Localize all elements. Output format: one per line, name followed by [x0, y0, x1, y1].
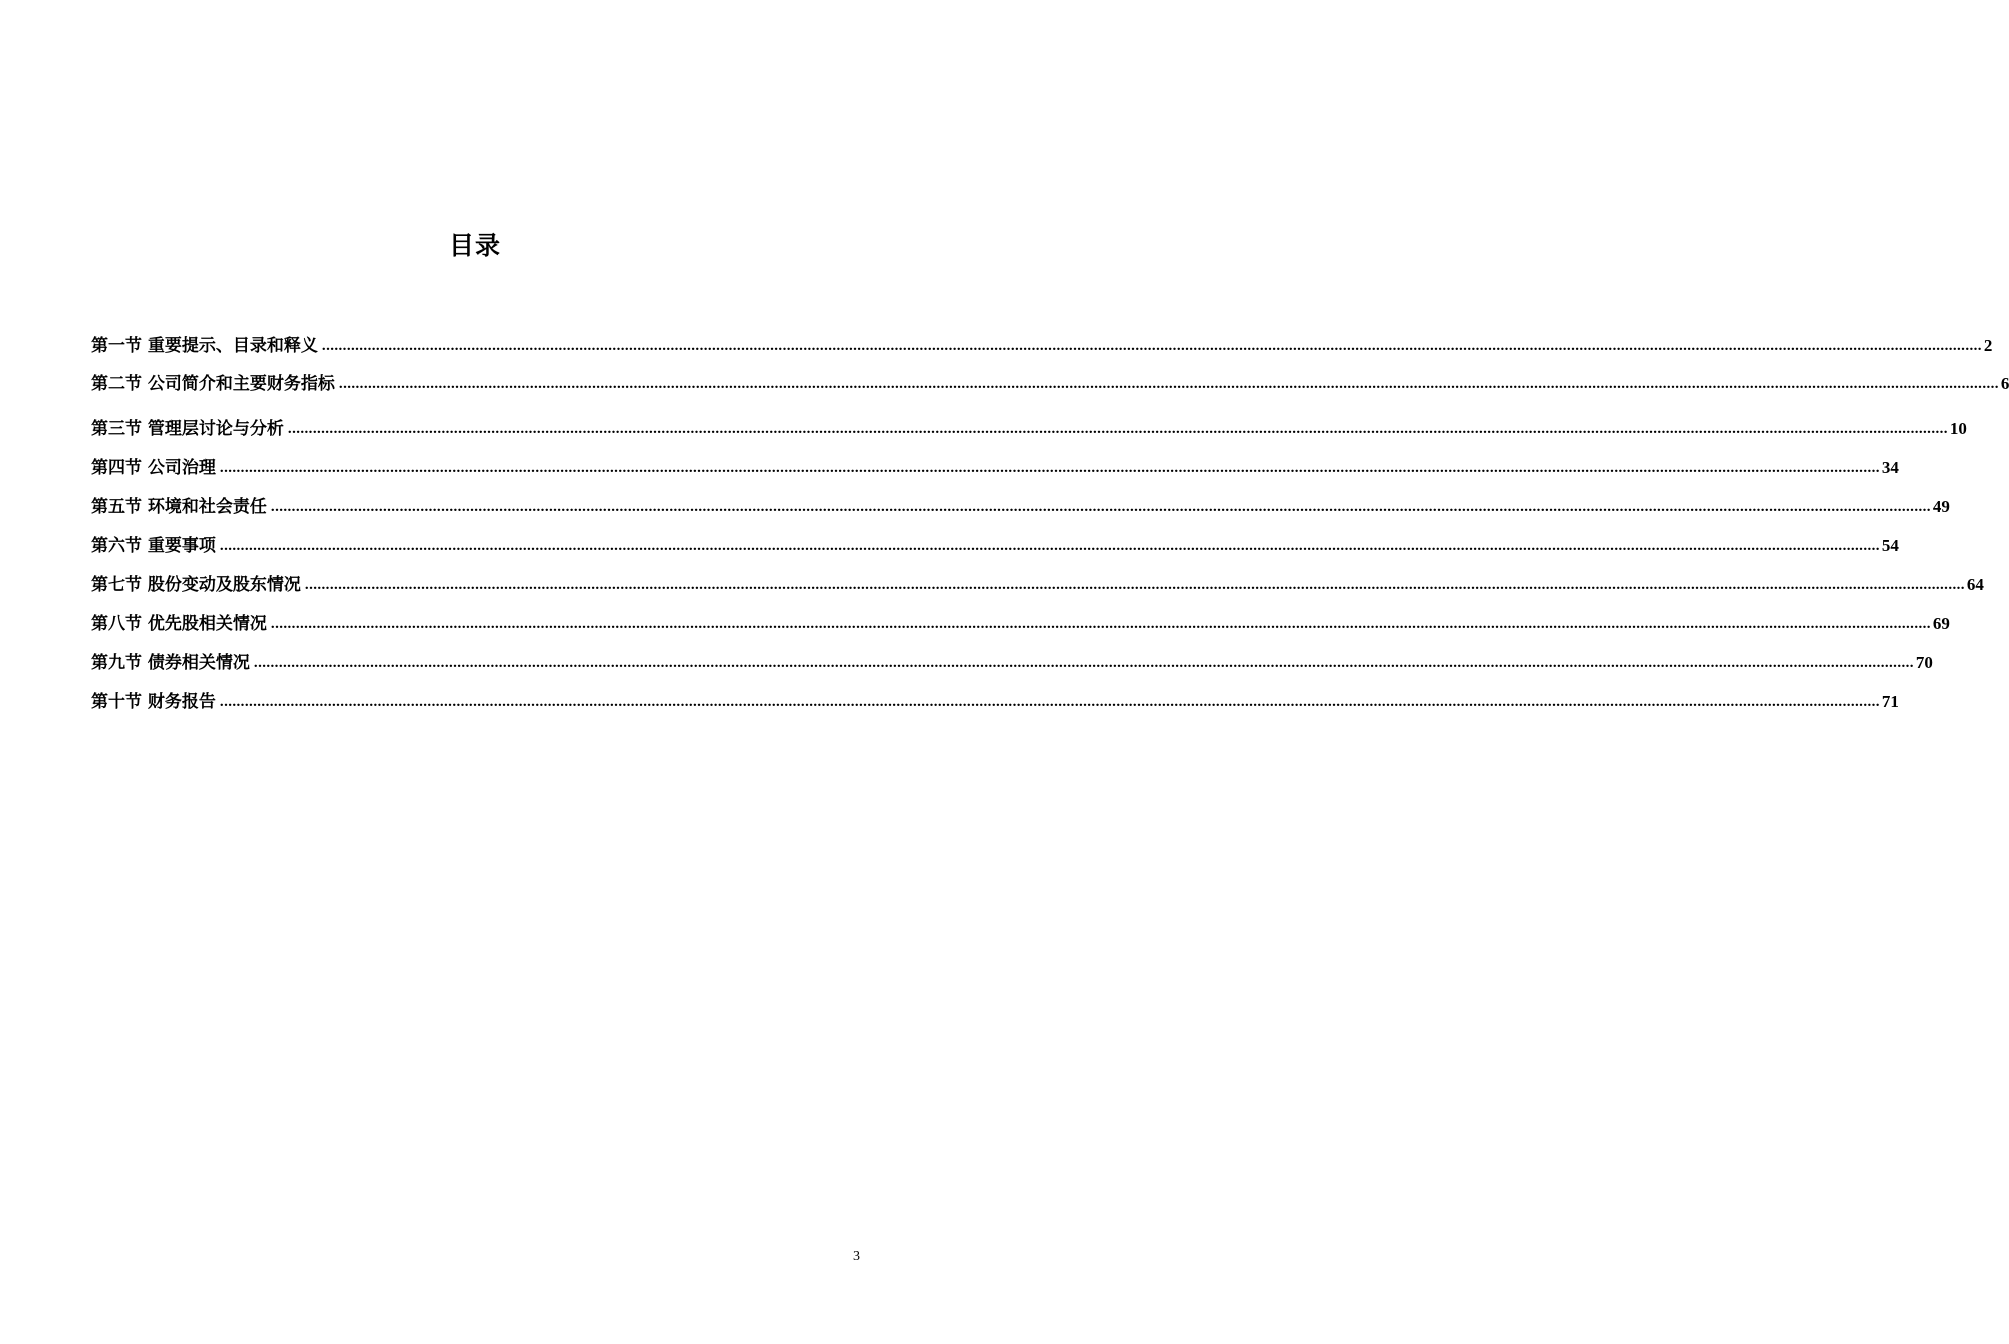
- toc-leader-dots: ................................................................................................................................................................................................................................................................................................................................................................................................................: [219, 538, 1880, 554]
- toc-entry-section-6[interactable]: [91, 533, 1899, 559]
- toc-entry-label: 第十节 财务报告: [91, 692, 216, 712]
- toc-entry-page: 34: [1881, 458, 1899, 477]
- toc-entry-label: 第五节 环境和社会责任: [91, 497, 267, 517]
- toc-entry-page: 64: [1966, 575, 1984, 594]
- toc-entry-section-3[interactable]: [91, 416, 1967, 442]
- toc-leader-dots: ................................................................................................................................................................................................................................................................................................................................................................................................................: [321, 338, 1982, 354]
- toc-entry-page: 10: [1949, 419, 1967, 438]
- toc-leader-dots: ................................................................................................................................................................................................................................................................................................................................................................................................................: [270, 499, 1931, 515]
- page-title: 目录: [448, 231, 501, 260]
- toc-leader-dots: ................................................................................................................................................................................................................................................................................................................................................................................................................: [304, 577, 1965, 593]
- toc-entry-page: 49: [1932, 497, 1950, 516]
- toc-entry-label: 第八节 优先股相关情况: [91, 614, 267, 634]
- toc-entry-page: 6: [2000, 374, 2009, 393]
- toc-leader-dots: ................................................................................................................................................................................................................................................................................................................................................................................................................: [253, 655, 1914, 671]
- toc-leader-dots: ................................................................................................................................................................................................................................................................................................................................................................................................................: [338, 376, 1999, 392]
- toc-leader-dots: ................................................................................................................................................................................................................................................................................................................................................................................................................: [219, 694, 1880, 710]
- toc-entry-section-10[interactable]: [91, 689, 1899, 715]
- page-number: 3: [853, 1249, 860, 1264]
- toc-entry-section-4[interactable]: [91, 455, 1899, 481]
- toc-entry-page: 54: [1881, 536, 1899, 555]
- toc-entry-label: 第二节 公司简介和主要财务指标: [91, 374, 335, 394]
- toc-leader-dots: ................................................................................................................................................................................................................................................................................................................................................................................................................: [287, 421, 1948, 437]
- toc-leader-dots: ................................................................................................................................................................................................................................................................................................................................................................................................................: [219, 460, 1880, 476]
- toc-entry-section-2[interactable]: [91, 371, 2009, 397]
- toc-entry-section-7[interactable]: [91, 572, 1984, 598]
- toc-entry-page: 71: [1881, 692, 1899, 711]
- toc-entry-section-5[interactable]: [91, 494, 1950, 520]
- toc-entry-section-1[interactable]: [91, 333, 1993, 359]
- toc-entry-page: 70: [1915, 653, 1933, 672]
- toc-entry-label: 第六节 重要事项: [91, 536, 216, 556]
- toc-entry-page: 69: [1932, 614, 1950, 633]
- toc-entry-label: 第一节 重要提示、目录和释义: [91, 336, 318, 356]
- toc-entry-label: 第九节 债券相关情况: [91, 653, 250, 673]
- toc-leader-dots: ................................................................................................................................................................................................................................................................................................................................................................................................................: [270, 616, 1931, 632]
- toc-entry-label: 第三节 管理层讨论与分析: [91, 419, 284, 439]
- toc-entry-section-9[interactable]: [91, 650, 1933, 676]
- toc-entry-page: 2: [1983, 336, 1993, 355]
- toc-entry-label: 第四节 公司治理: [91, 458, 216, 478]
- toc-entry-label: 第七节 股份变动及股东情况: [91, 575, 301, 595]
- toc-entry-section-8[interactable]: [91, 611, 1950, 637]
